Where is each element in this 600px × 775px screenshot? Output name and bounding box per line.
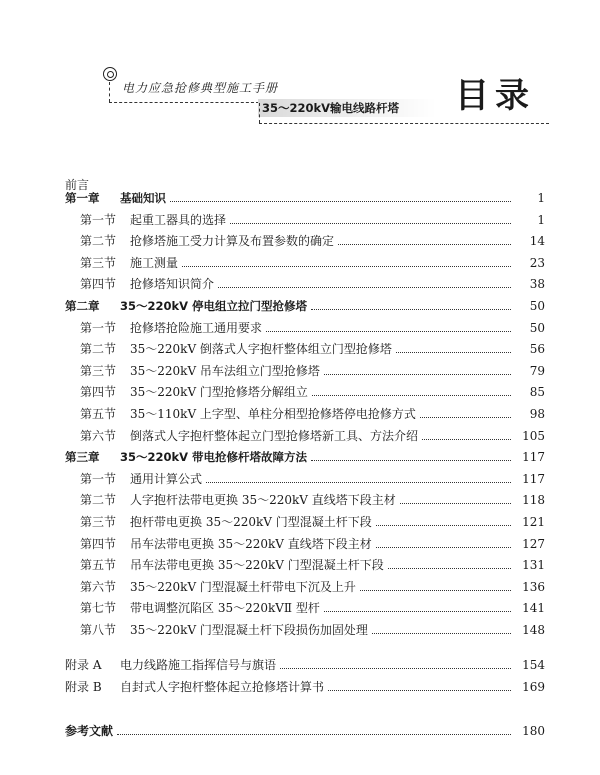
dashed-rule: [109, 102, 259, 103]
toc-number: 第六节: [80, 579, 117, 594]
toc-number: 第一节: [80, 320, 117, 335]
toc-chapter-entry[interactable]: [0, 296, 600, 318]
toc-number: 第二节: [80, 234, 117, 249]
toc-page-number: 131: [522, 558, 545, 573]
toc-appendix-entry[interactable]: [0, 677, 600, 699]
toc-page-number: 117: [522, 450, 545, 465]
toc-number: 第五节: [80, 406, 117, 421]
toc-title: 35～110kV 上字型、单柱分相型抢修塔停电抢修方式: [130, 406, 416, 421]
toc-section-entry[interactable]: [0, 555, 600, 577]
toc-title: 35～220kV 门型混凝土杆下段损伤加固处理: [130, 622, 368, 637]
toc-page-number: 1: [537, 191, 545, 205]
toc-title: 自封式人字抱杆整体起立抢修塔计算书: [120, 679, 325, 694]
dot-leader: [400, 503, 511, 504]
toc-number: 附录 A: [65, 658, 102, 672]
toc-title: 35～220kV 门型混凝土杆带电下沉及上升: [130, 579, 356, 594]
dot-leader: [328, 690, 511, 691]
series-title: 电力应急抢修典型施工手册: [122, 81, 279, 95]
toc-number: 第四节: [80, 536, 117, 551]
toc-number: 第八节: [80, 622, 117, 637]
toc-title: 吊车法带电更换 35～220kV 直线塔下段主材: [130, 536, 372, 551]
toc-page-number: 23: [529, 255, 545, 270]
toc-page-number: 118: [522, 493, 545, 508]
toc-section-entry[interactable]: [0, 339, 600, 361]
toc-section-entry[interactable]: [0, 404, 600, 426]
toc-page-number: 79: [529, 363, 545, 378]
toc-preface[interactable]: 前言: [65, 178, 90, 192]
toc-number: 第二章: [65, 298, 100, 313]
toc-entry-references[interactable]: [0, 721, 600, 743]
toc-page-number: 136: [522, 579, 545, 594]
toc-section-entry[interactable]: [0, 210, 600, 232]
references-page: 180: [522, 724, 545, 738]
toc-section-entry[interactable]: [0, 469, 600, 491]
toc-number: 第五节: [80, 558, 117, 573]
dot-leader: [170, 201, 511, 202]
toc-title: 抢修塔知识简介: [130, 277, 215, 292]
table-of-contents: [0, 188, 600, 641]
dot-leader: [360, 590, 511, 591]
toc-section-entry[interactable]: [0, 512, 600, 534]
toc-number: 附录 B: [65, 679, 102, 694]
toc-page-number: 56: [529, 342, 545, 357]
book-title: 35～220kV输电线路杆塔: [262, 101, 400, 115]
toc-page-number: 50: [529, 298, 545, 313]
dot-leader: [376, 547, 511, 548]
toc-title: 35～220kV 门型抢修塔分解组立: [130, 385, 308, 400]
toc-number: 第四节: [80, 277, 117, 292]
circle-ornament-icon: [103, 67, 117, 81]
toc-title: 抢修塔施工受力计算及布置参数的确定: [130, 234, 335, 249]
toc-page-number: 121: [522, 514, 545, 529]
toc-title: 倒落式人字抱杆整体起立门型抢修塔新工具、方法介绍: [130, 428, 419, 443]
toc-page-number: 154: [522, 658, 545, 672]
toc-title: 起重工器具的选择: [130, 212, 227, 227]
toc-section-entry[interactable]: [0, 274, 600, 296]
toc-page-number: 141: [522, 601, 545, 616]
toc-page-number: 169: [522, 679, 545, 694]
toc-section-entry[interactable]: [0, 361, 600, 383]
toc-number: 第三节: [80, 363, 117, 378]
toc-appendices: [0, 655, 600, 698]
toc-number: 第七节: [80, 601, 117, 616]
toc-references: [0, 721, 600, 743]
toc-page-number: 14: [529, 234, 545, 249]
toc-chapter-entry[interactable]: [0, 447, 600, 469]
toc-page-number: 85: [529, 385, 545, 400]
toc-number: 第一节: [80, 471, 117, 486]
toc-page-number: 148: [522, 622, 545, 637]
dot-leader: [311, 309, 511, 310]
dot-leader: [420, 417, 511, 418]
dot-leader: [388, 568, 511, 569]
dot-leader: [372, 633, 511, 634]
toc-page-number: 98: [529, 406, 545, 421]
toc-chapter-entry[interactable]: [0, 188, 600, 210]
toc-title: 35～220kV 倒落式人字抱杆整体组立门型抢修塔: [130, 342, 392, 357]
toc-section-entry[interactable]: [0, 231, 600, 253]
toc-section-entry[interactable]: [0, 534, 600, 556]
dashed-rule: [259, 123, 549, 124]
dashed-rule: [109, 82, 110, 102]
toc-number: 第三章: [65, 450, 100, 465]
toc-number: 第一节: [80, 212, 117, 227]
dot-leader: [324, 374, 511, 375]
toc-page-number: 117: [522, 471, 545, 486]
toc-title: 电力线路施工指挥信号与旗语: [120, 658, 277, 672]
dot-leader: [230, 223, 511, 224]
dot-leader: [338, 244, 511, 245]
toc-number: 第二节: [80, 493, 117, 508]
dot-leader: [312, 395, 511, 396]
toc-number: 第二节: [80, 342, 117, 357]
toc-section-entry[interactable]: [0, 426, 600, 448]
toc-section-entry[interactable]: [0, 620, 600, 642]
dot-leader: [311, 460, 511, 461]
toc-title: 35～220kV 吊车法组立门型抢修塔: [130, 363, 320, 378]
toc-number: 第一章: [65, 191, 100, 205]
toc-section-entry[interactable]: [0, 253, 600, 275]
toc-section-entry[interactable]: [0, 598, 600, 620]
dot-leader: [206, 482, 511, 483]
dot-leader: [396, 352, 511, 353]
toc-page-number: 105: [522, 428, 545, 443]
page-header: [0, 0, 600, 140]
toc-title: 抢修塔抢险施工通用要求: [130, 320, 263, 335]
dashed-rule: [259, 103, 260, 123]
toc-title: 带电调整沉陷区 35～220kVⅡ 型杆: [130, 601, 320, 616]
toc-title: 吊车法带电更换 35～220kV 门型混凝土杆下段: [130, 558, 384, 573]
toc-page-number: 1: [537, 212, 545, 227]
toc-number: 第三节: [80, 514, 117, 529]
toc-section-entry[interactable]: [0, 382, 600, 404]
toc-title: 基础知识: [120, 191, 166, 205]
dot-leader: [376, 525, 511, 526]
dot-leader: [218, 287, 511, 288]
dot-leader: [422, 439, 511, 440]
page-title: 目录: [455, 76, 535, 116]
dot-leader: [280, 668, 511, 669]
dot-leader: [117, 734, 511, 735]
toc-title: 施工测量: [130, 255, 179, 270]
toc-title: 通用计算公式: [130, 471, 203, 486]
toc-title: 35～220kV 带电抢修杆塔故障方法: [120, 450, 308, 465]
toc-number: 第六节: [80, 428, 117, 443]
toc-number: 第三节: [80, 255, 117, 270]
toc-title: 人字抱杆法带电更换 35～220kV 直线塔下段主材: [130, 493, 396, 508]
toc-section-entry[interactable]: [0, 577, 600, 599]
dot-leader: [266, 331, 511, 332]
dot-leader: [182, 266, 511, 267]
toc-appendix-entry[interactable]: [0, 655, 600, 677]
toc-number: 第四节: [80, 385, 117, 400]
toc-section-entry[interactable]: [0, 490, 600, 512]
toc-page-number: 50: [529, 320, 545, 335]
references-title: 参考文献: [65, 724, 114, 738]
toc-title: 抱杆带电更换 35～220kV 门型混凝土杆下段: [130, 514, 372, 529]
toc-page-number: 38: [529, 277, 545, 292]
toc-section-entry[interactable]: [0, 318, 600, 340]
dot-leader: [324, 611, 511, 612]
toc-title: 35～220kV 停电组立拉门型抢修塔: [120, 298, 308, 313]
toc-page-number: 127: [522, 536, 545, 551]
